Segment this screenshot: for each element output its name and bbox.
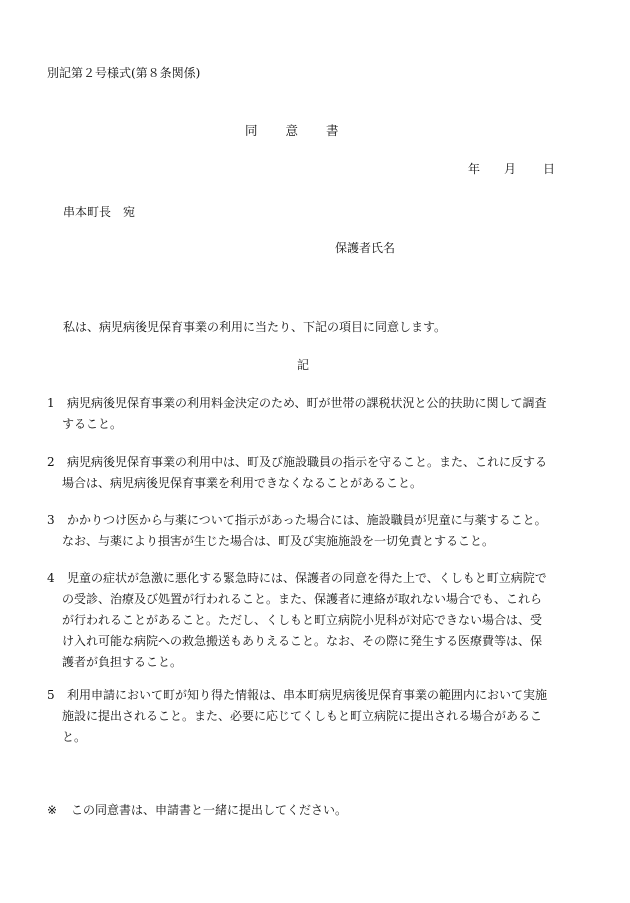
consent-statement: 私は、病児病後児保育事業の利用に当たり、下記の項目に同意します。 xyxy=(63,320,447,334)
item-line: すること。 xyxy=(62,417,123,431)
addressee: 串本町長 宛 xyxy=(63,205,136,219)
item-number: 1 xyxy=(47,396,55,410)
item-number: 2 xyxy=(47,455,55,469)
item-line: が行われることがあること。ただし、くしもと町立病院小児科が対応できない場合は、受 xyxy=(62,613,543,627)
date-month-label: 月 xyxy=(504,162,517,176)
item-line: なお、与薬により損害が生じた場合は、町及び実施施設を一切免責とすること。 xyxy=(62,534,495,548)
date-year-label: 年 xyxy=(468,162,481,176)
item-line: け入れ可能な病院への救急搬送もありえること。なお、その際に発生する医療費等は、保 xyxy=(62,634,543,648)
item-line: 児童の症状が急激に悪化する緊急時には、保護者の同意を得た上で、くしもと町立病院で xyxy=(67,571,547,585)
item-line: 場合は、病児病後児保育事業を利用できなくなることがあること。 xyxy=(62,476,423,490)
reference-mark: ※ xyxy=(47,803,58,817)
item-line: かかりつけ医から与薬について指示があった場合には、施設職員が児童に与薬すること。 xyxy=(67,513,547,527)
record-label: 記 xyxy=(297,358,310,372)
item-number: 4 xyxy=(47,571,55,585)
date-line xyxy=(468,163,555,175)
item-line: と。 xyxy=(62,730,87,744)
submission-note xyxy=(47,804,347,816)
form-number: 別記第２号様式(第８条関係) xyxy=(47,66,201,80)
item-line: 施設に提出されること。また、必要に応じてくしもと町立病院に提出される場合があるこ xyxy=(62,709,543,723)
document-title: 同意書 xyxy=(245,123,367,138)
item-text xyxy=(62,689,567,752)
item-text xyxy=(62,572,567,677)
item-text xyxy=(62,514,567,556)
item-text xyxy=(62,397,567,439)
item-number: 5 xyxy=(47,688,55,702)
item-line: 利用申請において町が知り得た情報は、串本町病児病後児保育事業の範囲内において実施 xyxy=(67,688,548,702)
submission-note-text: この同意書は、申請書と一緒に提出してください。 xyxy=(71,803,348,817)
item-text xyxy=(62,456,567,498)
guardian-name-label: 保護者氏名 xyxy=(335,241,396,255)
date-day-label: 日 xyxy=(543,162,556,176)
item-line: 病児病後児保育事業の利用中は、町及び施設職員の指示を守ること。また、これに反する xyxy=(67,455,548,469)
item-line: 病児病後児保育事業の利用料金決定のため、町が世帯の課税状況と公的扶助に関して調査 xyxy=(67,396,547,410)
item-line: 護者が負担すること。 xyxy=(62,655,183,669)
item-number: 3 xyxy=(47,513,55,527)
item-line: の受診、治療及び処置が行われること。また、保護者に連絡が取れない場合でも、これら xyxy=(62,592,543,606)
